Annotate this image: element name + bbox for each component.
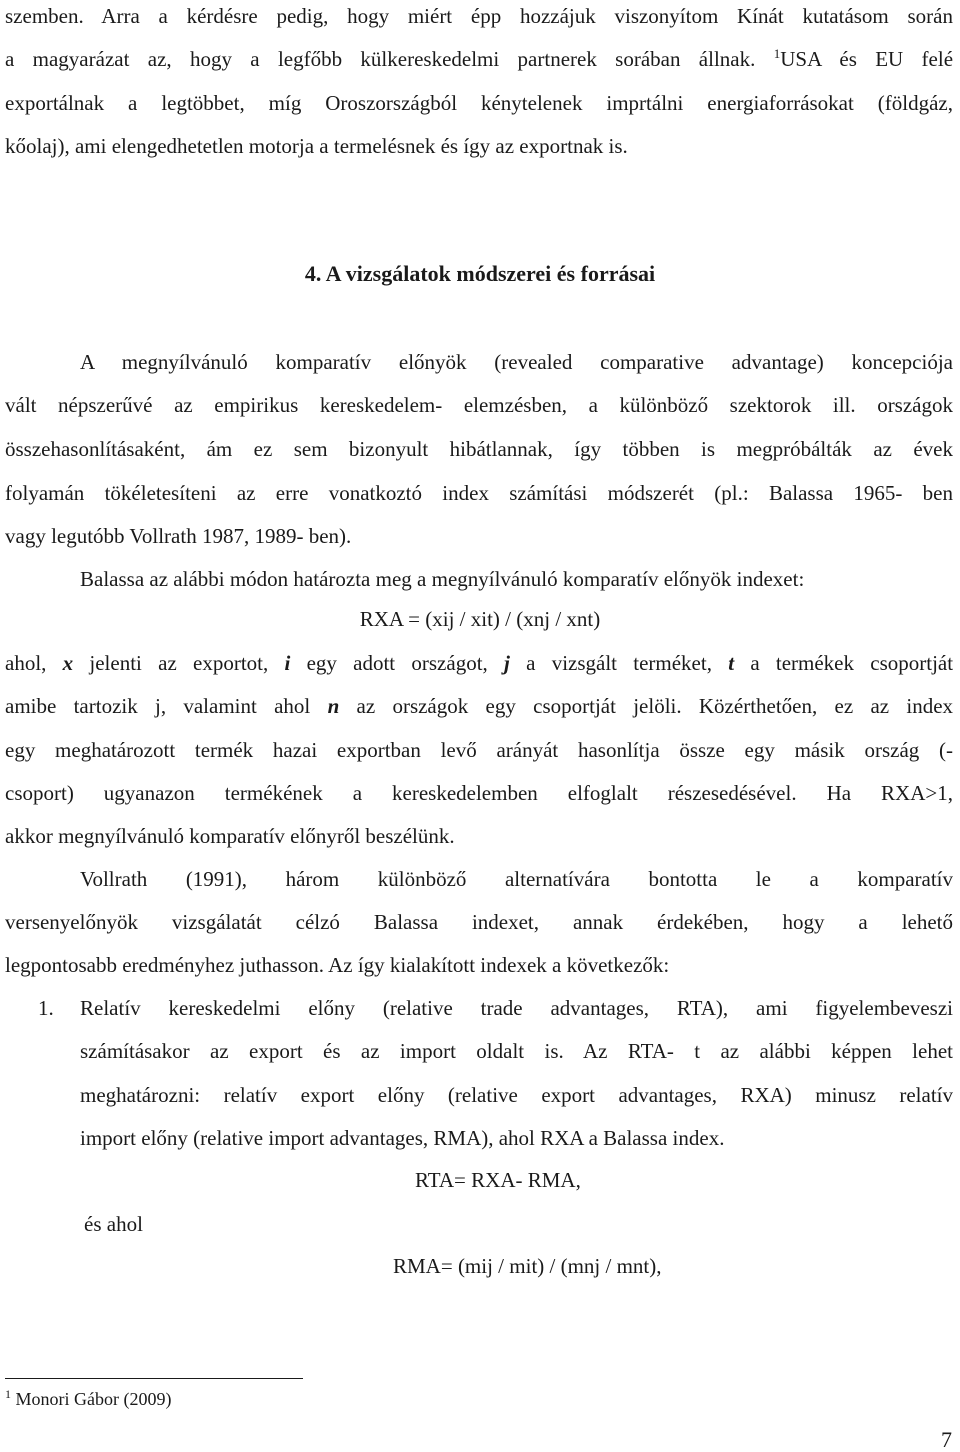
para3-line-2: versenyelőnyök vizsgálatát célzó Balassa indexet, annak érdekében, hogy a lehető — [5, 910, 953, 934]
para1-line-4: folyamán tökéletesíteni az erre vonatkoztó index számítási módszerét (pl.: Balassa 1965- ben — [5, 481, 953, 505]
text: a vizsgált terméket, — [526, 651, 712, 675]
continuation-line-2-text: a magyarázat az, hogy a legfőbb külkereskedelmi partnerek sorában állnak. — [5, 47, 756, 71]
para2-line-4: egy meghatározott termék hazai exportban levő arányát hasonlítja össze egy másik ország (- — [5, 738, 953, 762]
var-j: j — [504, 651, 510, 675]
continuation-line-2 — [5, 47, 953, 71]
es-ahol-text: és ahol — [84, 1212, 143, 1236]
var-t: t — [728, 651, 735, 675]
list-item-1-line-1: Relatív kereskedelmi előny (relative trade advantages, RTA), ami figyelembeveszi — [80, 996, 953, 1020]
text: az országok egy csoportját jelöli. Közérthetően, ez az index — [356, 694, 954, 718]
footnote — [5, 1388, 171, 1410]
continuation-line-3: exportálnak a legtöbbet, míg Oroszországból kénytelenek imprtálni energiaforrásokat (földgáz, — [5, 91, 953, 115]
list-item-1-line-4: import előny (relative import advantages, RMA), ahol RXA a Balassa index. — [80, 1126, 725, 1150]
para2-line-1: Balassa az alábbi módon határozta meg a megnyílvánuló komparatív előnyök indexet: — [80, 567, 805, 591]
text: jelenti az exportot, — [89, 651, 269, 675]
para1-line-5: vagy legutóbb Vollrath 1987, 1989- ben). — [5, 524, 352, 548]
page-number: 7 — [941, 1427, 952, 1452]
para2-line-5: csoport) ugyanazon termékének a kereskedelemben elfoglalt részesedésével. Ha RXA>1, — [5, 781, 953, 805]
footnote-separator — [5, 1378, 303, 1379]
continuation-line-4: kőolaj), ami elengedhetetlen motorja a termelésnek és így az exportnak is. — [5, 134, 628, 158]
text: a termékek csoportját — [750, 651, 954, 675]
list-item-number: 1. — [38, 996, 54, 1020]
text: egy adott országot, — [306, 651, 488, 675]
rxa-formula: RXA = (xij / xit) / (xnj / xnt) — [359, 607, 601, 631]
continuation-line-1: szemben. Arra a kérdésre pedig, hogy miért épp hozzájuk viszonyítom Kínát kutatásom során — [5, 4, 953, 28]
rma-formula: RMA= (mij / mit) / (mnj / mnt), — [393, 1254, 662, 1278]
footnote-reference: 1 — [773, 46, 781, 61]
para2-line-6: akkor megnyílvánuló komparatív előnyről beszélünk. — [5, 824, 455, 848]
var-i: i — [284, 651, 291, 675]
list-item-1-line-3: meghatározni: relatív export előny (relative export advantages, RXA) minusz relatív — [80, 1083, 953, 1107]
para1-line-3: összehasonlításaként, ám ez sem bizonyult hibátlannak, így többen is megpróbálták az évek — [5, 437, 953, 461]
var-x: x — [62, 651, 74, 675]
para3-line-1: Vollrath (1991), három különböző alternatívára bontotta le a komparatív — [80, 867, 953, 891]
para2-line-3 — [5, 694, 953, 718]
para3-line-3: legpontosabb eredményhez juthasson. Az így kialakított indexek a következők: — [5, 953, 670, 977]
footnote-text: Monori Gábor (2009) — [15, 1389, 172, 1409]
var-n: n — [327, 694, 340, 718]
rta-formula: RTA= RXA- RMA, — [415, 1168, 581, 1192]
text: ahol, — [5, 651, 47, 675]
continuation-line-2-tail: USA és EU felé — [780, 47, 954, 71]
section-heading: 4. A vizsgálatok módszerei és forrásai — [304, 261, 656, 286]
text: amibe tartozik j, valamint ahol — [5, 694, 311, 718]
footnote-number: 1 — [5, 1387, 11, 1401]
list-item-1-line-2: számításakor az export és az import oldalt is. Az RTA- t az alábbi képpen lehet — [80, 1039, 953, 1063]
para1-line-2: vált népszerűvé az empirikus kereskedelem- elemzésben, a különböző szektorok ill. országok — [5, 393, 953, 417]
para2-line-2 — [5, 651, 953, 675]
para1-line-1: A megnyílvánuló komparatív előnyök (revealed comparative advantage) koncepciója — [80, 350, 953, 374]
